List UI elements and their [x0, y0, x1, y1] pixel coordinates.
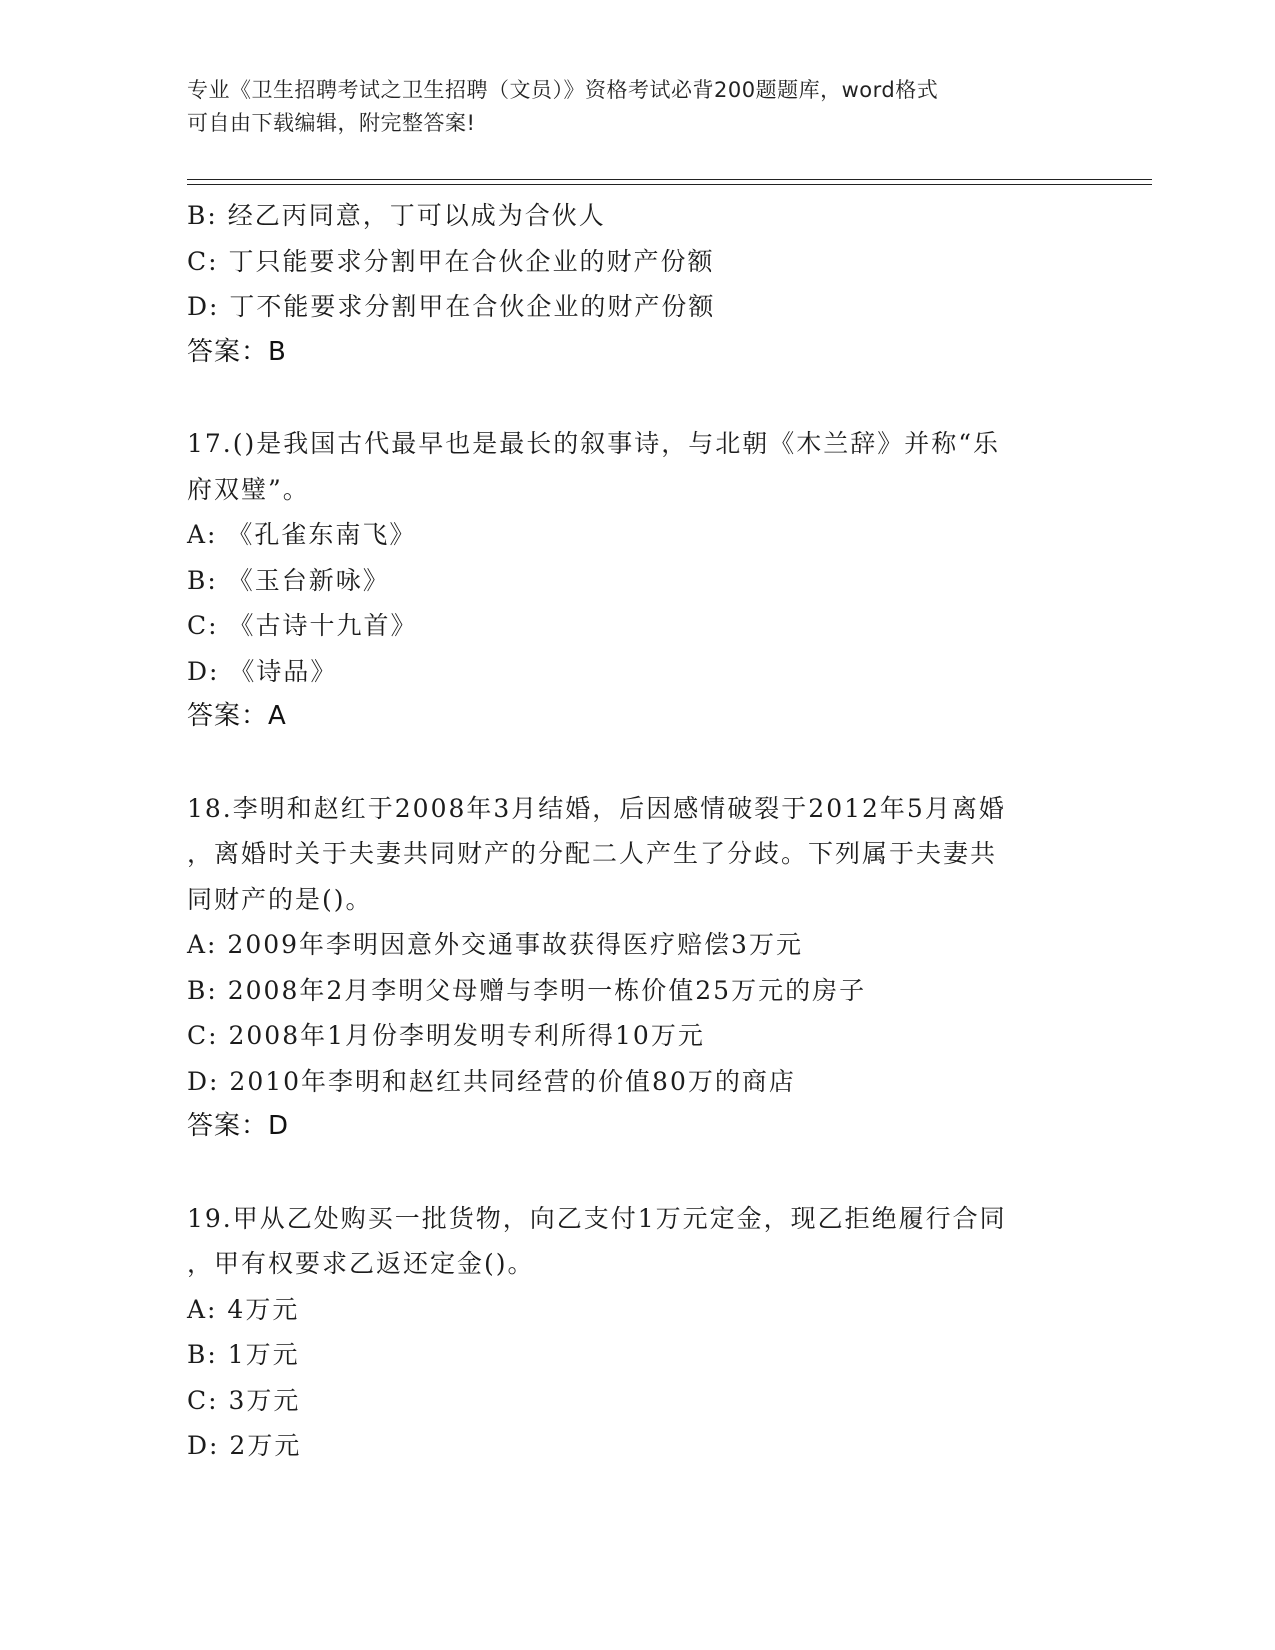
q16-option-c: C: 丁只能要求分割甲在合伙企业的财产份额 — [187, 246, 715, 276]
q17-answer: 答案：A — [187, 701, 287, 731]
q19-option-d: D: 2万元 — [187, 1431, 302, 1460]
header-line-2: 可自由下载编辑，附完整答案! — [187, 111, 476, 135]
q17-stem-line-1: 17.()是我国古代最早也是最长的叙事诗，与北朝《木兰辞》并称“乐 — [187, 429, 1001, 458]
spacer — [187, 740, 1087, 786]
q16-answer: 答案：B — [187, 336, 287, 367]
q17-option-c: C: 《古诗十九首》 — [187, 611, 418, 640]
question-16 — [187, 193, 1087, 375]
q18-option-b: B: 2008年2月李明父母赠与李明一栋价值25万元的房子 — [187, 975, 867, 1005]
document-header — [187, 74, 1067, 140]
q18-option-c: C: 2008年1月份李明发明专利所得10万元 — [187, 1021, 705, 1050]
q18-answer: 答案：D — [187, 1111, 290, 1141]
q19-option-c: C: 3万元 — [187, 1385, 301, 1415]
spacer — [187, 375, 1087, 421]
q16-option-b: B: 经乙丙同意，丁可以成为合伙人 — [187, 201, 606, 230]
q19-option-a: A: 4万元 — [187, 1294, 300, 1324]
header-divider-top — [187, 179, 1152, 180]
header-divider-bottom — [187, 184, 1152, 185]
spacer — [187, 1150, 1087, 1196]
q17-option-a: A: 《孔雀东南飞》 — [187, 520, 417, 549]
header-line-1: 专业《卫生招聘考试之卫生招聘（文员）》资格考试必背200题题库，word格式 — [187, 78, 939, 102]
q18-option-a: A: 2009年李明因意外交通事故获得医疗赔偿3万元 — [187, 930, 803, 959]
question-17 — [187, 421, 1087, 740]
q16-option-d: D: 丁不能要求分割甲在合伙企业的财产份额 — [187, 292, 716, 321]
question-19 — [187, 1196, 1087, 1469]
q19-stem-line-2: ，甲有权要求乙返还定金()。 — [187, 1249, 535, 1278]
q17-stem-line-2: 府双璧”。 — [187, 474, 310, 504]
q18-stem-line-3: 同财产的是()。 — [187, 884, 373, 914]
q18-option-d: D: 2010年李明和赵红共同经营的价值80万的商店 — [187, 1066, 796, 1096]
q18-stem-line-1: 18.李明和赵红于2008年3月结婚，后因感情破裂于2012年5月离婚 — [187, 793, 1006, 823]
question-18 — [187, 786, 1087, 1150]
q17-option-d: D: 《诗品》 — [187, 656, 338, 686]
q18-stem-line-2: ，离婚时关于夫妻共同财产的分配二人产生了分歧。下列属于夫妻共 — [187, 839, 998, 868]
q17-option-b: B: 《玉台新咏》 — [187, 565, 390, 595]
q19-stem-line-1: 19.甲从乙处购买一批货物，向乙支付1万元定金，现乙拒绝履行合同 — [187, 1203, 1007, 1233]
question-list — [187, 193, 1087, 1469]
q19-option-b: B: 1万元 — [187, 1340, 300, 1369]
